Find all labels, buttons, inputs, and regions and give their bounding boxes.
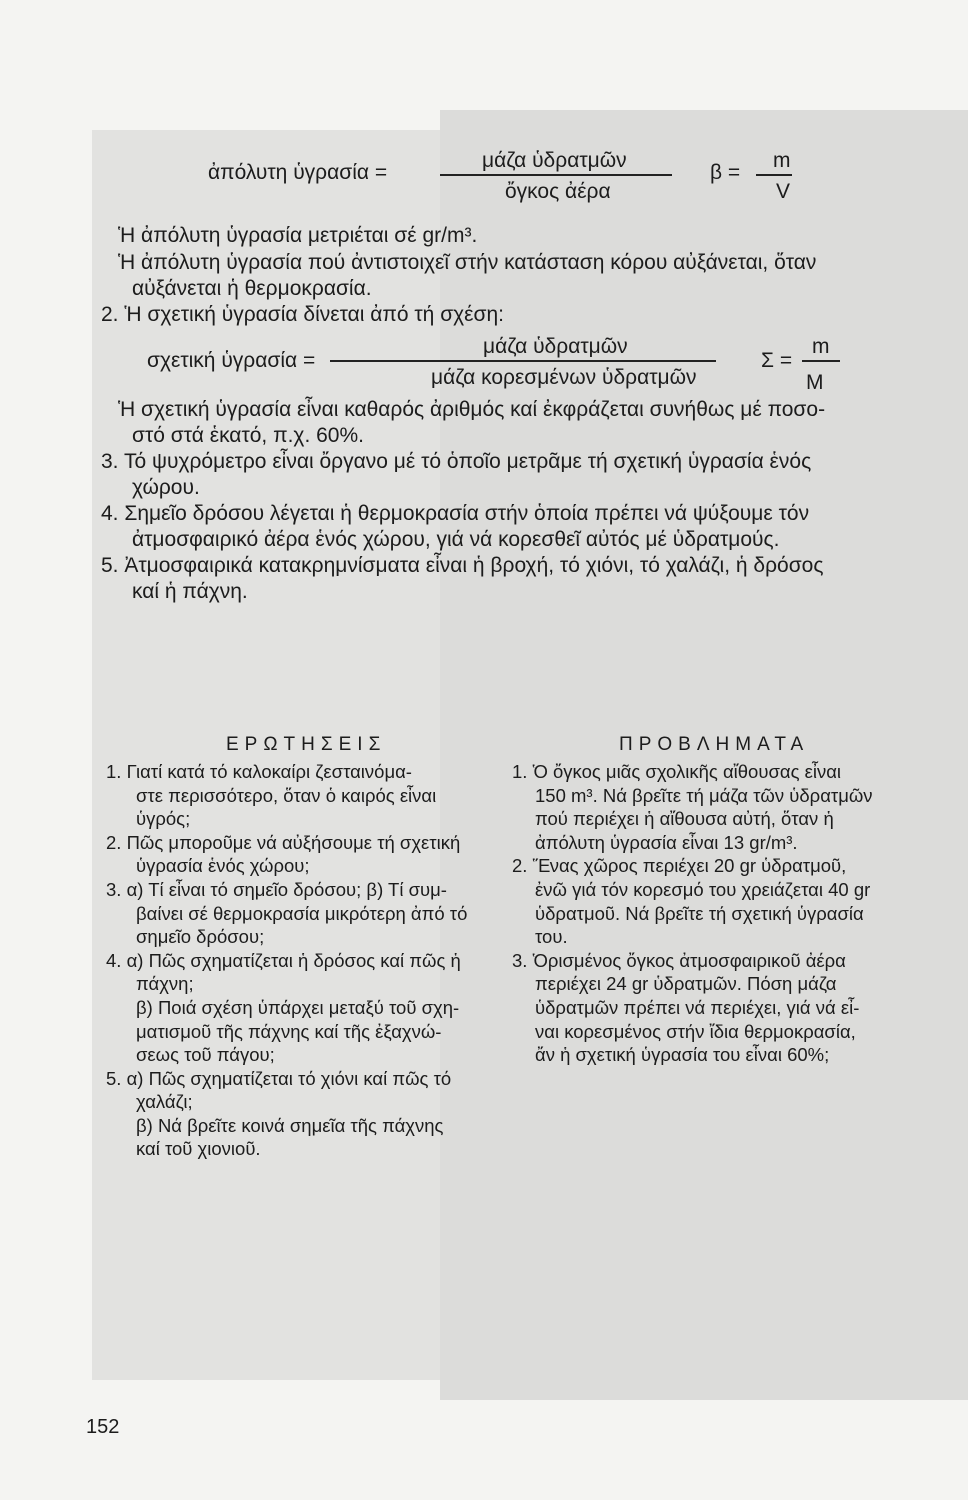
paragraph-line: στό στά ἑκατό, π.χ. 60%. <box>132 424 364 447</box>
problem-line: 3. Ὁρισμένος ὄγκος ἀτμοσφαιρικοῦ ἀέρα <box>512 950 846 971</box>
problem-line: ὑδρατμῶν πρέπει νά περιέχει, γιά νά εἶ- <box>535 997 860 1018</box>
question-line: 5. α) Πῶς σχηματίζεται τό χιόνι καί πῶς τό <box>106 1068 452 1089</box>
question-line: στε περισσότερο, ὅταν ὁ καιρός εἶναι <box>136 785 437 806</box>
formula2-short-numerator: m <box>812 335 830 358</box>
formula2-lhs: σχετική ὑγρασία = <box>147 349 316 372</box>
paragraph-line: 4. Σημεῖο δρόσου λέγεται ἡ θερμοκρασία στήν ὁποία πρέπει νά ψύξουμε τόν <box>101 502 810 525</box>
question-line: β) Νά βρεῖτε κοινά σημεῖα τῆς πάχνης <box>136 1115 444 1136</box>
question-line: καί τοῦ χιονιοῦ. <box>136 1138 261 1159</box>
problem-line: 2. Ἕνας χῶρος περιέχει 20 gr ὑδρατμοῦ, <box>512 855 847 876</box>
question-line: 3. α) Τί εἶναι τό σημεῖο δρόσου; β) Τί συμ- <box>106 879 447 900</box>
paragraph-line: Ἡ ἀπόλυτη ὑγρασία μετριέται σέ gr/m³. <box>118 224 478 247</box>
question-line: 2. Πῶς μποροῦμε νά αὐξήσουμε τή σχετική <box>106 832 461 853</box>
problem-line: 1. Ὁ ὄγκος μιᾶς σχολικῆς αἴθουσας εἶναι <box>512 761 842 782</box>
question-line: ματισμοῦ τῆς πάχνης καί τῆς ἐξαχνώ- <box>136 1021 442 1042</box>
paragraph-line: Ἡ σχετική ὑγρασία εἶναι καθαρός ἀριθμός καί ἐκφράζεται συνήθως μέ ποσο- <box>118 398 826 421</box>
formula1-lhs: ἀπόλυτη ὑγρασία = <box>208 161 388 184</box>
formula2-short-denominator: M <box>806 371 824 394</box>
formula1-fraction-bar <box>440 174 672 176</box>
problems-title: ΠΡΟΒΛΗΜΑΤΑ <box>619 734 810 755</box>
formula2-numerator: μάζα ὑδρατμῶν <box>483 335 628 358</box>
question-line: πάχνη; <box>136 973 194 994</box>
paragraph-line: αὐξάνεται ἡ θερμοκρασία. <box>132 277 372 300</box>
problem-line: 150 m³. Νά βρεῖτε τή μάζα τῶν ὑδρατμῶν <box>535 785 873 806</box>
question-line: σημεῖο δρόσου; <box>136 926 265 947</box>
problem-line: ὑδρατμοῦ. Νά βρεῖτε τή σχετική ὑγρασία <box>535 903 864 924</box>
formula1-short-lhs: β = <box>710 161 741 184</box>
formula2-short-bar <box>802 360 840 362</box>
paragraph-line: χώρου. <box>132 476 200 499</box>
problem-line: ἀπόλυτη ὑγρασία εἶναι 13 gr/m³. <box>535 832 798 853</box>
question-line: 4. α) Πῶς σχηματίζεται ἡ δρόσος καί πῶς ἡ <box>106 950 461 971</box>
question-line: σεως τοῦ πάγου; <box>136 1044 275 1065</box>
problem-line: ναι κορεσμένος στήν ἴδια θερμοκρασία, <box>535 1021 856 1042</box>
paragraph-line: ἀτμοσφαιρικό ἀέρα ἑνός χώρου, γιά νά κορεσθεῖ αὐτός μέ ὑδρατμούς. <box>132 528 780 551</box>
question-line: ὑγρός; <box>136 808 191 829</box>
formula2-fraction-bar <box>330 360 716 362</box>
question-line: β) Ποιά σχέση ὑπάρχει μεταξύ τοῦ σχη- <box>136 997 460 1018</box>
page-number: 152 <box>86 1416 120 1438</box>
formula2-short-lhs: Σ = <box>761 349 793 372</box>
paragraph-line: καί ἡ πάχνη. <box>132 580 248 603</box>
formula1-denominator: ὄγκος ἀέρα <box>505 180 611 203</box>
formula1-short-bar <box>756 174 792 176</box>
question-line: χαλάζι; <box>136 1091 193 1112</box>
paragraph-line: 3. Τό ψυχρόμετρο εἶναι ὄργανο μέ τό ὁποῖο μετρᾶμε τή σχετική ὑγρασία ἑνός <box>101 450 812 473</box>
problem-line: περιέχει 24 gr ὑδρατμῶν. Πόση μάζα <box>535 973 837 994</box>
problem-line: πού περιέχει ἡ αἴθουσα αὐτή, ὅταν ἡ <box>535 808 834 829</box>
problem-line: ἄν ἡ σχετική ὑγρασία του εἶναι 60%; <box>535 1044 830 1065</box>
formula1-short-numerator: m <box>773 149 791 172</box>
problem-line: του. <box>535 926 568 947</box>
formula2-denominator: μάζα κορεσμένων ὑδρατμῶν <box>431 366 697 389</box>
question-line: ὑγρασία ἑνός χώρου; <box>136 855 310 876</box>
paragraph-line: Ἡ ἀπόλυτη ὑγρασία πού ἀντιστοιχεῖ στήν κατάσταση κόρου αὐξάνεται, ὅταν <box>118 251 817 274</box>
paragraph-line: 2. Ἡ σχετική ὑγρασία δίνεται ἀπό τή σχέση: <box>101 303 505 326</box>
question-line: βαίνει σέ θερμοκρασία μικρότερη ἀπό τό <box>136 903 468 924</box>
question-line: 1. Γιατί κατά τό καλοκαίρι ζεσταινόμα- <box>106 761 412 782</box>
formula1-short-denominator: V <box>776 180 791 203</box>
paragraph-line: 5. Ἀτμοσφαιρικά κατακρημνίσματα εἶναι ἡ βροχή, τό χιόνι, τό χαλάζι, ἡ δρόσος <box>101 554 824 577</box>
formula1-numerator: μάζα ὑδρατμῶν <box>482 149 627 172</box>
problem-line: ἐνῶ γιά τόν κορεσμό του χρειάζεται 40 gr <box>535 879 871 900</box>
questions-title: ΕΡΩΤΗΣΕΙΣ <box>226 734 387 755</box>
